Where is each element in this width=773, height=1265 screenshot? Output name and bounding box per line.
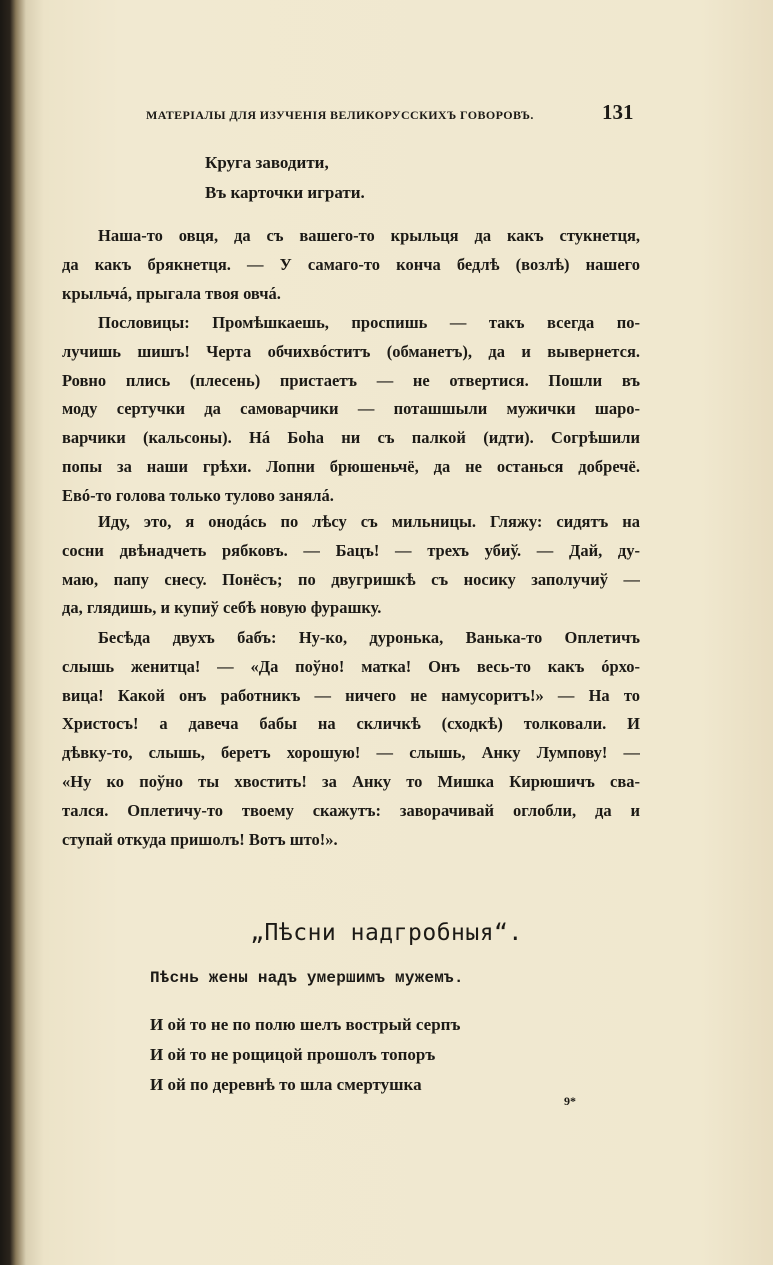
song-verse [150, 1010, 460, 1100]
text-line: ступай откуда пришолъ! Вотъ што!». [62, 829, 338, 849]
text-line: сосни двѣнадчеть рябковъ. — Бацъ! — трехъ убиў. — Дай, ду- [62, 540, 640, 560]
running-head: МАТЕРІАЛЫ ДЛЯ ИЗУЧЕНІЯ ВЕЛИКОРУССКИХЪ ГОВОРОВЪ. [146, 108, 534, 122]
text-line: лучишь шишъ! Черта обчихвóститъ (обманетъ), да и вывернется. [62, 341, 640, 361]
paragraph-hunting [62, 508, 640, 623]
page-number: 131 [602, 100, 634, 124]
signature-mark: 9* [564, 1094, 576, 1108]
text-line: Бесѣда двухъ бабъ: Ну-ко, дуронька, Ванька-то Оплетичъ [98, 628, 640, 647]
page-header [140, 100, 640, 130]
text-line: вица! Какой онъ работникъ — ничего не намусоритъ!» — На то [62, 685, 640, 705]
verse-line: Въ карточки играти. [205, 183, 365, 202]
text-line: да какъ брякнетця. — У самаго-то конча бедлѣ (возлѣ) нашего [62, 254, 640, 274]
text-line: слышь женитца! — «Да поўно! матка! Онъ весь-то какъ óрхо- [62, 656, 640, 676]
verse-top [205, 148, 505, 208]
song-line: И ой то не рощицой прошолъ топоръ [150, 1045, 436, 1064]
text-line: попы за наши грѣхи. Лопни брюшеньчё, да не останься добречё. [62, 456, 640, 476]
song-title: Пѣснь жены надъ умершимъ мужемъ. [150, 969, 464, 987]
text-line: маю, папу снесу. Понёсъ; по двугришкѣ съ носику заполучиў — [62, 569, 640, 589]
verse-line: Круга заводити, [205, 153, 329, 172]
text-line: Иду, это, я онодáсь по лѣсу съ мильницы. Гляжу: сидятъ на [98, 512, 640, 531]
text-line: «Ну ко поўно ты хвостить! за Анку то Мишка Кирюшичъ сва- [62, 771, 640, 791]
text-line: Наша-то овця, да съ вашего-то крыльця да какъ стукнетця, [98, 226, 640, 245]
section-title: „Пѣсни надгробныя“. [250, 920, 523, 946]
text-line: Пословицы: Промѣшкаешь, проспишь — такъ всегда по- [98, 313, 640, 332]
text-line: Ровно плись (плесень) пристаетъ — не отвертися. Пошли въ [62, 370, 640, 390]
text-line: крыльчá, прыгала твоя овчá. [62, 283, 281, 303]
paragraph-conversation [62, 624, 640, 854]
text-line: дѣвку-то, слышь, беретъ хорошую! — слышь, Анку Лумпову! — [62, 743, 640, 763]
song-line: И ой по деревнѣ то шла смертушка [150, 1075, 422, 1094]
paragraph-proverbs [62, 309, 640, 511]
text-line: моду сертучки да самоварчики — поташшыли мужички шаро- [62, 399, 640, 419]
paragraph-sheep [62, 222, 640, 308]
text-line: да, глядишь, и купиў себѣ новую фурашку. [62, 598, 382, 618]
text-line: Христосъ! а давеча бабы на скличкѣ (сходкѣ) толковали. И [62, 714, 640, 734]
text-line: тался. Оплетичу-то твоему скажутъ: заворачивай оглобли, да и [62, 800, 640, 820]
text-line: Евó-то голова только тулово занялá. [62, 485, 334, 505]
text-line: варчики (кальсоны). Нá Боhа ни съ палкой (идти). Согрѣшили [62, 428, 640, 448]
song-line: И ой то не по полю шелъ вострый серпъ [150, 1015, 461, 1034]
